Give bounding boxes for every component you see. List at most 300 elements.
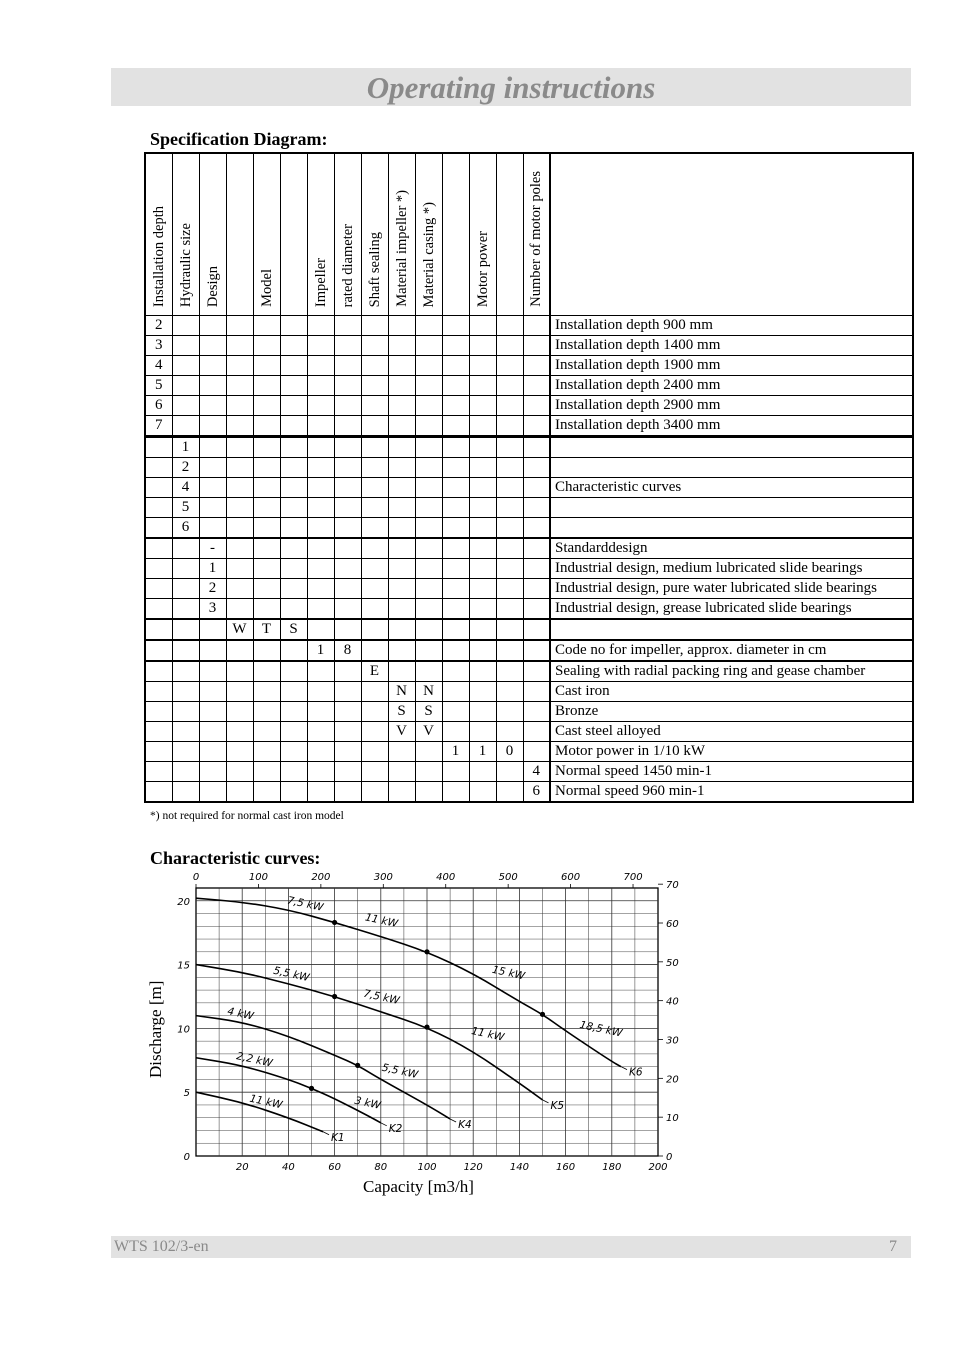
spec-code-cell: [415, 661, 442, 682]
spec-code-cell: [226, 661, 253, 682]
spec-description-cell: [550, 458, 913, 478]
spec-column-header: [469, 153, 496, 316]
curve-name-label: K1: [331, 1131, 345, 1144]
spec-code-cell: [469, 559, 496, 579]
spec-code-cell: [199, 498, 226, 518]
spec-code-cell: 1: [172, 437, 199, 458]
spec-code-cell: [361, 742, 388, 762]
spec-code-cell: [307, 702, 334, 722]
spec-row: [145, 316, 913, 336]
spec-code-cell: [226, 579, 253, 599]
spec-code-cell: [280, 356, 307, 376]
spec-code-cell: [496, 722, 523, 742]
spec-code-cell: [415, 416, 442, 437]
spec-code-cell: [226, 478, 253, 498]
spec-code-cell: [469, 722, 496, 742]
spec-code-cell: [415, 356, 442, 376]
spec-code-cell: [388, 661, 415, 682]
spec-description-cell: [550, 619, 913, 640]
spec-code-cell: [226, 416, 253, 437]
curve-name-label: K4: [458, 1118, 472, 1131]
spec-description-cell: Code no for impeller, approx. diameter in cm: [550, 640, 913, 661]
spec-code-cell: [307, 599, 334, 620]
curve-marker: [355, 1063, 360, 1068]
x-tick-label-bottom: 20: [235, 1162, 249, 1173]
spec-code-cell: [469, 437, 496, 458]
spec-code-cell: [226, 702, 253, 722]
spec-code-cell: [496, 518, 523, 539]
spec-code-cell: [361, 762, 388, 782]
spec-code-cell: -: [199, 538, 226, 559]
x-tick-label-bottom: 160: [556, 1162, 576, 1173]
spec-code-cell: [523, 478, 550, 498]
curve-name-label: K5: [550, 1099, 565, 1112]
spec-code-cell: [469, 316, 496, 336]
spec-description-cell: Bronze: [550, 702, 913, 722]
spec-code-cell: [172, 619, 199, 640]
spec-code-cell: [145, 742, 172, 762]
spec-code-cell: [145, 437, 172, 458]
spec-column-header: [172, 153, 199, 316]
x-tick-label-top: 200: [311, 872, 331, 883]
curve-name-label: K2: [388, 1122, 403, 1135]
spec-code-cell: [199, 661, 226, 682]
y-tick-label-left: 20: [177, 896, 190, 908]
spec-code-cell: [496, 498, 523, 518]
spec-code-cell: S: [388, 702, 415, 722]
spec-code-cell: [442, 356, 469, 376]
x-tick-label-top: 700: [623, 872, 643, 883]
spec-row: [145, 661, 913, 682]
spec-code-cell: [388, 478, 415, 498]
spec-code-cell: [469, 682, 496, 702]
spec-code-cell: [280, 682, 307, 702]
spec-code-cell: [334, 396, 361, 416]
spec-column-header: [280, 153, 307, 316]
spec-code-cell: [442, 682, 469, 702]
spec-code-cell: E: [361, 661, 388, 682]
document-code: WTS 102/3-en: [114, 1238, 209, 1255]
spec-code-cell: [442, 559, 469, 579]
spec-code-cell: [280, 336, 307, 356]
spec-code-cell: [442, 458, 469, 478]
spec-code-cell: [442, 661, 469, 682]
spec-code-cell: [496, 599, 523, 620]
spec-row: [145, 640, 913, 661]
spec-code-cell: [226, 640, 253, 661]
spec-description-cell: Industrial design, medium lubricated slide bearings: [550, 559, 913, 579]
spec-code-cell: [145, 538, 172, 559]
spec-code-cell: [280, 538, 307, 559]
spec-code-cell: [199, 376, 226, 396]
spec-code-cell: [469, 702, 496, 722]
spec-code-cell: [442, 336, 469, 356]
spec-code-cell: [226, 538, 253, 559]
spec-code-cell: [334, 498, 361, 518]
curve-power-label: 5,5 kW: [380, 1061, 420, 1082]
spec-code-cell: [415, 396, 442, 416]
spec-code-cell: [361, 682, 388, 702]
spec-code-cell: [253, 742, 280, 762]
curve-end-leader: [381, 1123, 387, 1126]
spec-code-cell: [145, 579, 172, 599]
x-tick-label-bottom: 180: [602, 1162, 622, 1173]
spec-code-cell: [307, 416, 334, 437]
curve-power-label: 7,5 kW: [286, 894, 325, 914]
y-tick-label-right: 20: [666, 1074, 679, 1086]
spec-code-cell: 5: [145, 376, 172, 396]
spec-code-cell: [388, 579, 415, 599]
spec-code-cell: [469, 640, 496, 661]
spec-code-cell: [307, 559, 334, 579]
spec-column-header: [361, 153, 388, 316]
spec-code-cell: [388, 416, 415, 437]
spec-code-cell: [199, 682, 226, 702]
y-tick-label-right: 70: [666, 880, 679, 892]
spec-code-cell: [361, 538, 388, 559]
spec-code-cell: [253, 782, 280, 803]
spec-footnote: *) not required for normal cast iron model: [150, 810, 344, 822]
spec-code-cell: [523, 702, 550, 722]
spec-code-cell: [388, 356, 415, 376]
spec-code-cell: [145, 682, 172, 702]
spec-code-cell: [523, 599, 550, 620]
spec-row: [145, 782, 913, 803]
spec-column-label: Design: [204, 265, 221, 307]
spec-code-cell: [415, 518, 442, 539]
spec-code-cell: [523, 336, 550, 356]
spec-column-header: [415, 153, 442, 316]
spec-code-cell: [172, 376, 199, 396]
spec-code-cell: [469, 538, 496, 559]
y-tick-label-right: 10: [666, 1113, 679, 1125]
spec-code-cell: [199, 782, 226, 803]
spec-code-cell: [496, 478, 523, 498]
spec-code-cell: [280, 478, 307, 498]
spec-table: [144, 152, 914, 803]
spec-description-cell: Normal speed 960 min-1: [550, 782, 913, 803]
x-tick-label-top: 100: [248, 872, 268, 883]
curve-power-label: 11 kW: [248, 1092, 284, 1112]
spec-code-cell: 1: [469, 742, 496, 762]
spec-code-cell: [415, 336, 442, 356]
spec-code-cell: V: [388, 722, 415, 742]
spec-code-cell: 6: [172, 518, 199, 539]
spec-row: [145, 559, 913, 579]
x-tick-label-bottom: 120: [463, 1162, 483, 1173]
spec-code-cell: [307, 498, 334, 518]
spec-code-cell: [226, 682, 253, 702]
spec-code-cell: [334, 336, 361, 356]
curve-power-label: 2,2 kW: [235, 1050, 274, 1070]
spec-row: [145, 518, 913, 539]
spec-code-cell: [496, 336, 523, 356]
spec-code-cell: [388, 396, 415, 416]
spec-code-cell: [280, 762, 307, 782]
spec-code-cell: [253, 722, 280, 742]
spec-description-cell: Installation depth 1900 mm: [550, 356, 913, 376]
spec-code-cell: [442, 762, 469, 782]
spec-description-cell: Cast iron: [550, 682, 913, 702]
spec-code-cell: [361, 782, 388, 803]
spec-code-cell: [226, 336, 253, 356]
spec-description-cell: Standarddesign: [550, 538, 913, 559]
spec-row: [145, 416, 913, 437]
spec-code-cell: [253, 762, 280, 782]
spec-code-cell: [442, 518, 469, 539]
x-tick-label-bottom: 80: [374, 1162, 388, 1173]
spec-code-cell: [415, 376, 442, 396]
spec-row: [145, 396, 913, 416]
spec-code-cell: [280, 316, 307, 336]
spec-code-cell: [226, 742, 253, 762]
y-tick-label-right: 40: [666, 996, 679, 1008]
spec-code-cell: [280, 376, 307, 396]
spec-code-cell: [334, 722, 361, 742]
chart-y-axis-label: Discharge [m]: [146, 980, 165, 1078]
spec-code-cell: 4: [172, 478, 199, 498]
y-tick-label-right: 60: [666, 919, 679, 931]
spec-code-cell: [469, 356, 496, 376]
spec-description-cell: [550, 498, 913, 518]
spec-code-cell: W: [226, 619, 253, 640]
spec-code-cell: [523, 416, 550, 437]
curve-power-label: 4 kW: [226, 1005, 255, 1023]
spec-code-cell: [442, 702, 469, 722]
spec-code-cell: [442, 498, 469, 518]
spec-code-cell: [415, 640, 442, 661]
spec-code-cell: [415, 316, 442, 336]
spec-code-cell: [496, 762, 523, 782]
spec-code-cell: [523, 579, 550, 599]
spec-row: [145, 702, 913, 722]
spec-code-cell: [199, 518, 226, 539]
curve-marker: [332, 994, 337, 999]
spec-code-cell: [523, 498, 550, 518]
spec-code-cell: [496, 316, 523, 336]
spec-code-cell: [415, 619, 442, 640]
spec-code-cell: [388, 498, 415, 518]
spec-code-cell: [280, 599, 307, 620]
spec-code-cell: [361, 559, 388, 579]
x-tick-label-bottom: 100: [417, 1162, 437, 1173]
spec-code-cell: [334, 376, 361, 396]
spec-code-cell: [415, 538, 442, 559]
spec-code-cell: [388, 619, 415, 640]
spec-code-cell: [523, 682, 550, 702]
spec-code-cell: [361, 599, 388, 620]
page-number: 7: [889, 1238, 897, 1255]
spec-code-cell: [199, 702, 226, 722]
curve-end-leader: [450, 1119, 456, 1122]
spec-code-cell: [469, 498, 496, 518]
spec-code-cell: [496, 579, 523, 599]
spec-code-cell: [334, 619, 361, 640]
curves-title: Characteristic curves:: [150, 848, 321, 868]
spec-code-cell: [280, 518, 307, 539]
x-tick-label-top: 500: [498, 872, 518, 883]
y-tick-label-left: 10: [177, 1024, 190, 1036]
spec-code-cell: [172, 722, 199, 742]
characteristic-chart: [144, 868, 704, 1208]
spec-description-cell: Industrial design, grease lubricated slide bearings: [550, 599, 913, 620]
curve-power-label: 18,5 kW: [578, 1018, 624, 1040]
spec-description-cell: Cast steel alloyed: [550, 722, 913, 742]
spec-code-cell: [253, 579, 280, 599]
spec-code-cell: [199, 742, 226, 762]
spec-code-cell: [172, 682, 199, 702]
curve-power-label: 15 kW: [491, 963, 526, 983]
spec-code-cell: [226, 356, 253, 376]
spec-code-cell: [442, 376, 469, 396]
spec-code-cell: S: [280, 619, 307, 640]
spec-code-cell: [361, 619, 388, 640]
chart-x-axis-label: Capacity [m3/h]: [363, 1177, 474, 1196]
spec-code-cell: [361, 396, 388, 416]
spec-code-cell: [334, 559, 361, 579]
spec-description-header: [550, 153, 913, 316]
spec-description-cell: Sealing with radial packing ring and gease chamber: [550, 661, 913, 682]
spec-code-cell: [496, 538, 523, 559]
spec-code-cell: [523, 356, 550, 376]
spec-code-cell: [307, 722, 334, 742]
spec-code-cell: [199, 458, 226, 478]
spec-code-cell: [280, 437, 307, 458]
spec-code-cell: [496, 782, 523, 803]
spec-code-cell: [469, 478, 496, 498]
spec-description-cell: [550, 437, 913, 458]
spec-code-cell: [253, 538, 280, 559]
spec-code-cell: [388, 599, 415, 620]
x-tick-label-bottom: 60: [328, 1162, 341, 1173]
spec-code-cell: [145, 458, 172, 478]
spec-code-cell: [469, 376, 496, 396]
spec-code-cell: [307, 336, 334, 356]
spec-code-cell: [334, 579, 361, 599]
spec-code-cell: [280, 396, 307, 416]
spec-code-cell: [334, 478, 361, 498]
spec-code-cell: [361, 437, 388, 458]
spec-code-cell: [469, 619, 496, 640]
spec-code-cell: [280, 498, 307, 518]
spec-code-cell: [226, 559, 253, 579]
x-tick-label-bottom: 200: [648, 1162, 668, 1173]
spec-code-cell: [334, 762, 361, 782]
spec-code-cell: [280, 722, 307, 742]
spec-code-cell: 2: [199, 579, 226, 599]
spec-description-cell: Characteristic curves: [550, 478, 913, 498]
spec-code-cell: [253, 599, 280, 620]
spec-code-cell: T: [253, 619, 280, 640]
spec-code-cell: 3: [199, 599, 226, 620]
spec-code-cell: [334, 742, 361, 762]
spec-code-cell: N: [415, 682, 442, 702]
spec-code-cell: [361, 722, 388, 742]
curve-end-leader: [621, 1067, 627, 1070]
spec-code-cell: [496, 458, 523, 478]
spec-code-cell: [145, 661, 172, 682]
spec-code-cell: [280, 640, 307, 661]
spec-code-cell: [469, 661, 496, 682]
spec-code-cell: [523, 559, 550, 579]
spec-code-cell: [415, 782, 442, 803]
spec-code-cell: [388, 538, 415, 559]
spec-code-cell: [280, 702, 307, 722]
spec-code-cell: [226, 599, 253, 620]
spec-code-cell: [307, 762, 334, 782]
spec-code-cell: [280, 579, 307, 599]
spec-column-header: [307, 153, 334, 316]
spec-row: [145, 742, 913, 762]
spec-code-cell: [361, 640, 388, 661]
spec-code-cell: [145, 559, 172, 579]
spec-code-cell: [172, 742, 199, 762]
spec-code-cell: 6: [523, 782, 550, 803]
spec-code-cell: [334, 518, 361, 539]
spec-code-cell: [496, 356, 523, 376]
spec-code-cell: [172, 316, 199, 336]
x-tick-label-bottom: 140: [509, 1162, 529, 1173]
spec-code-cell: [361, 416, 388, 437]
spec-code-cell: [334, 702, 361, 722]
spec-code-cell: [442, 579, 469, 599]
spec-column-label: Installation depth: [150, 205, 167, 307]
spec-code-cell: [388, 437, 415, 458]
spec-code-cell: [334, 356, 361, 376]
spec-code-cell: [469, 458, 496, 478]
spec-code-cell: [388, 458, 415, 478]
curve-power-label: 11 kW: [363, 911, 399, 931]
spec-code-cell: [145, 599, 172, 620]
spec-code-cell: [523, 742, 550, 762]
spec-code-cell: [253, 682, 280, 702]
spec-row: [145, 458, 913, 478]
spec-code-cell: [199, 316, 226, 336]
spec-code-cell: [442, 396, 469, 416]
spec-code-cell: 1: [307, 640, 334, 661]
spec-code-cell: [442, 416, 469, 437]
spec-column-header: [523, 153, 550, 316]
spec-code-cell: [415, 762, 442, 782]
spec-code-cell: [388, 376, 415, 396]
spec-code-cell: [172, 640, 199, 661]
spec-code-cell: [307, 437, 334, 458]
spec-code-cell: [361, 336, 388, 356]
spec-code-cell: [496, 661, 523, 682]
spec-code-cell: [334, 661, 361, 682]
y-tick-label-left: 15: [177, 960, 190, 972]
spec-code-cell: S: [415, 702, 442, 722]
spec-code-cell: [172, 579, 199, 599]
spec-code-cell: [253, 702, 280, 722]
spec-code-cell: [388, 640, 415, 661]
y-tick-label-right: 30: [666, 1035, 679, 1047]
spec-code-cell: [280, 458, 307, 478]
spec-code-cell: [307, 316, 334, 336]
spec-row: [145, 437, 913, 458]
spec-row: [145, 619, 913, 640]
spec-column-label: Model: [258, 269, 275, 307]
spec-code-cell: [307, 742, 334, 762]
spec-code-cell: [469, 396, 496, 416]
spec-code-cell: [523, 640, 550, 661]
spec-code-cell: [496, 682, 523, 702]
spec-code-cell: [226, 762, 253, 782]
spec-code-cell: [334, 416, 361, 437]
spec-code-cell: [307, 376, 334, 396]
spec-row: [145, 762, 913, 782]
spec-code-cell: [172, 661, 199, 682]
